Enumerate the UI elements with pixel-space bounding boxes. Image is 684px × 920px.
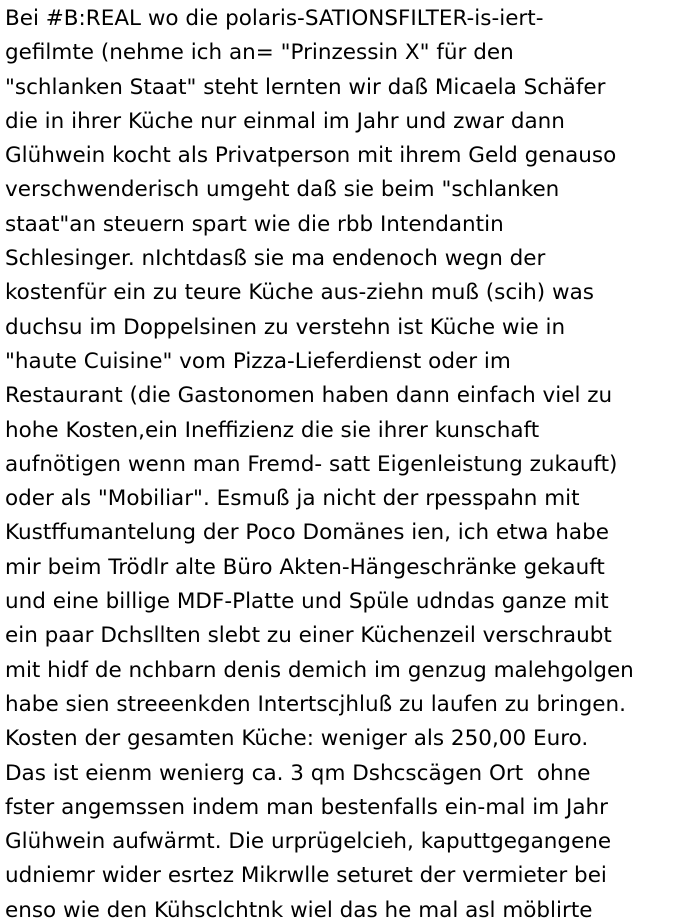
text-line-8: Schlesinger. nIchtdasß sie ma endenoch wegn der (5, 246, 546, 272)
text-line-25: Glühwein aufwärmt. Die urprügelcieh, kaputtgegangene (5, 829, 612, 855)
text-line-23: Das ist eienm wenierg ca. 3 qm Dshcscägen Ort ohne (5, 760, 591, 786)
text-line-3: "schlanken Staat" steht lernten wir daß Micaela Schäfer (5, 74, 606, 100)
text-line-21: habe sien streeenkden Intertscjhluß zu laufen zu bringen. (5, 691, 626, 717)
text-line-27: enso wie den Kühsclchtnk wiel das he mal asl möblirte (5, 897, 593, 920)
text-line-18: und eine billige MDF-Platte und Spüle udndas ganze mit (5, 589, 609, 615)
text-line-9: kostenfür ein zu teure Küche aus-ziehn muß (scih) was (5, 280, 594, 306)
text-line-19: ein paar Dchsllten slebt zu einer Küchenzeil verschraubt (5, 623, 612, 649)
text-line-15: oder als "Mobiliar". Esmuß ja nicht der rpesspahn mit (5, 486, 580, 512)
text-line-1: Bei #B:REAL wo die polaris-SATIONSFILTER-is-iert- (5, 6, 544, 31)
body-text (5, 2, 684, 920)
text-line-7: staat"an steuern spart wie die rbb Intendantin (5, 211, 504, 237)
text-line-6: verschwenderisch umgeht daß sie beim "schlanken (5, 177, 560, 203)
text-line-2: gefilmte (nehme ich an= "Prinzessin X" für den (5, 40, 514, 66)
text-line-16: Kustffumantelung der Poco Domänes ien, ich etwa habe (5, 520, 609, 546)
text-line-26: udniemr wider esrtez Mikrwlle seturet der vermieter bei (5, 863, 607, 889)
text-line-10: duchsu im Doppelsinen zu verstehn ist Küche wie in (5, 314, 566, 340)
text-line-13: hohe Kosten,ein Ineffizienz die sie ihrer kunschaft (5, 417, 540, 443)
text-line-20: mit hidf de nchbarn denis demich im genzug malehgolgen (5, 657, 634, 683)
text-line-14: aufnötigen wenn man Fremd- satt Eigenleistung zukauft) (5, 451, 618, 477)
text-line-17: mir beim Trödlr alte Büro Akten-Hängeschränke gekauft (5, 554, 605, 580)
text-line-4: die in ihrer Küche nur einmal im Jahr und zwar dann (5, 108, 565, 134)
text-line-5: Glühwein kocht als Privatperson mit ihrem Geld genauso (5, 143, 617, 169)
text-line-22: Kosten der gesamten Küche: weniger als 250,00 Euro. (5, 726, 589, 752)
text-line-12: Restaurant (die Gastonomen haben dann einfach viel zu (5, 383, 613, 409)
text-line-11: "haute Cuisine" vom Pizza-Lieferdienst oder im (5, 348, 511, 374)
text-line-24: fster angemssen indem man bestenfalls ein-mal im Jahr (5, 794, 608, 820)
